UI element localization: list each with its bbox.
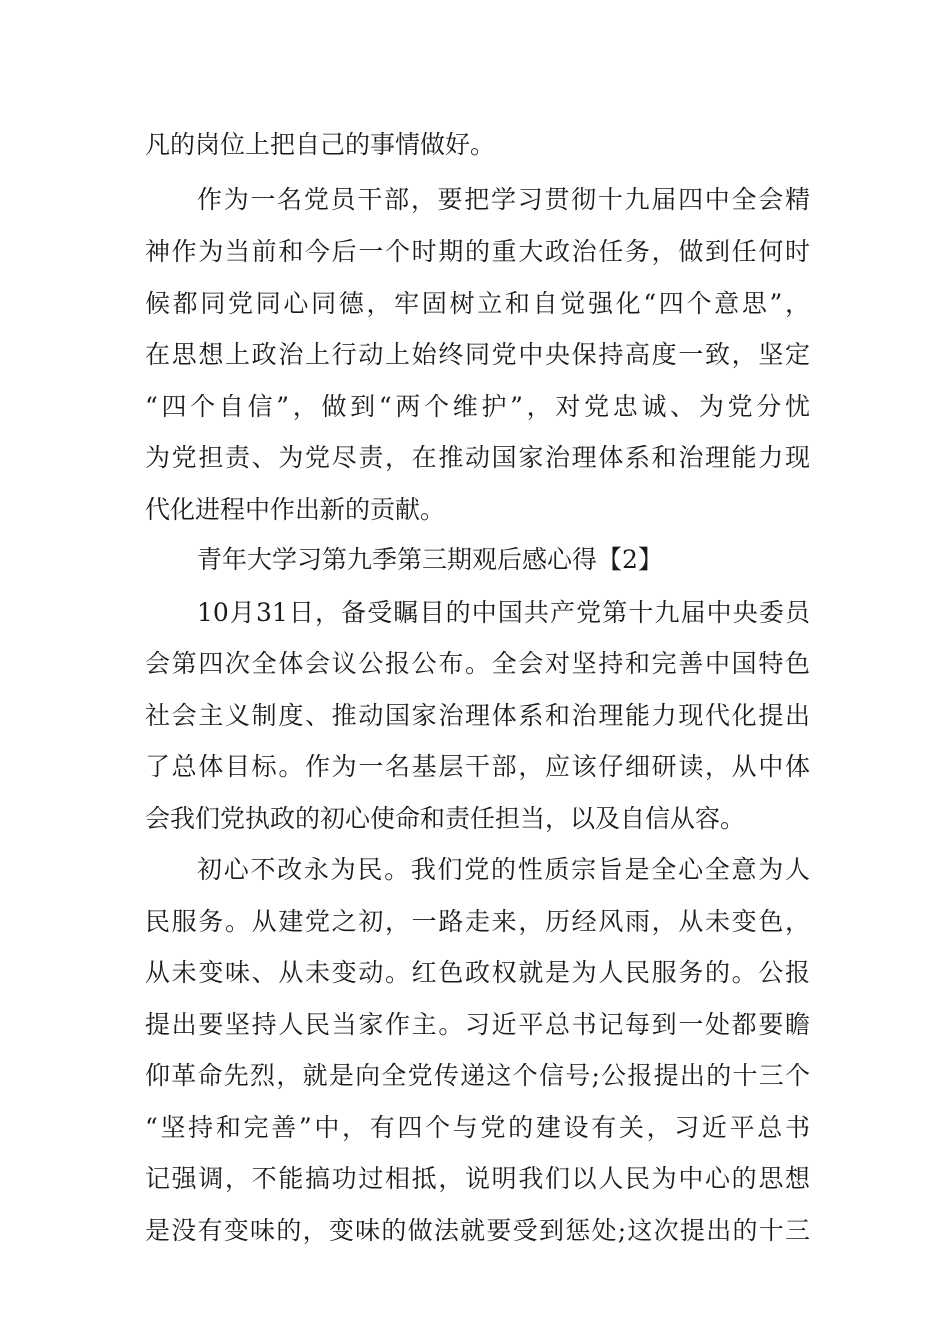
- paragraph-line: 会我们党执政的初心使命和责任担当，以及自信从容。: [145, 804, 746, 833]
- paragraph-line: 了总体目标。作为一名基层干部，应该仔细研读，从中体: [145, 752, 810, 781]
- paragraph-line: 凡的岗位上把自己的事情做好。: [145, 130, 496, 159]
- paragraph-line: 会第四次全体会议公报公布。全会对坚持和完善中国特色: [145, 649, 810, 678]
- paragraph-line: “四个自信”，做到“两个维护”，对党忠诚、为党分忧: [145, 392, 810, 421]
- paragraph-line: 代化进程中作出新的贡献。: [145, 495, 446, 524]
- paragraph-line: 民服务。从建党之初，一路走来，历经风雨，从未变色，: [145, 907, 810, 936]
- paragraph-line: 记强调，不能搞功过相抵，说明我们以人民为中心的思想: [145, 1164, 810, 1193]
- paragraph-line: 在思想上政治上行动上始终同党中央保持高度一致，坚定: [145, 340, 810, 369]
- paragraph-line: 初心不改永为民。我们党的性质宗旨是全心全意为人: [197, 855, 810, 884]
- paragraph-line: 仰革命先烈，就是向全党传递这个信号;公报提出的十三个: [145, 1061, 810, 1090]
- paragraph-line: 神作为当前和今后一个时期的重大政治任务，做到任何时: [145, 237, 810, 266]
- paragraph-line: 作为一名党员干部，要把学习贯彻十九届四中全会精: [197, 185, 810, 214]
- paragraph-line: 候都同党同心同德，牢固树立和自觉强化“四个意思”，: [145, 289, 810, 318]
- paragraph-line: 提出要坚持人民当家作主。习近平总书记每到一处都要瞻: [145, 1010, 810, 1039]
- paragraph-line: “坚持和完善”中，有四个与党的建设有关，习近平总书: [145, 1113, 810, 1142]
- paragraph-line: 是没有变味的，变味的做法就要受到惩处;这次提出的十三: [145, 1216, 810, 1245]
- section-heading: 青年大学习第九季第三期观后感心得【2】: [197, 545, 663, 574]
- paragraph-line: 为党担责、为党尽责，在推动国家治理体系和治理能力现: [145, 443, 810, 472]
- paragraph-line: 10月31日，备受瞩目的中国共产党第十九届中央委员: [197, 598, 810, 627]
- paragraph-line: 从未变味、从未变动。红色政权就是为人民服务的。公报: [145, 958, 810, 987]
- paragraph-line: 社会主义制度、推动国家治理体系和治理能力现代化提出: [145, 701, 810, 730]
